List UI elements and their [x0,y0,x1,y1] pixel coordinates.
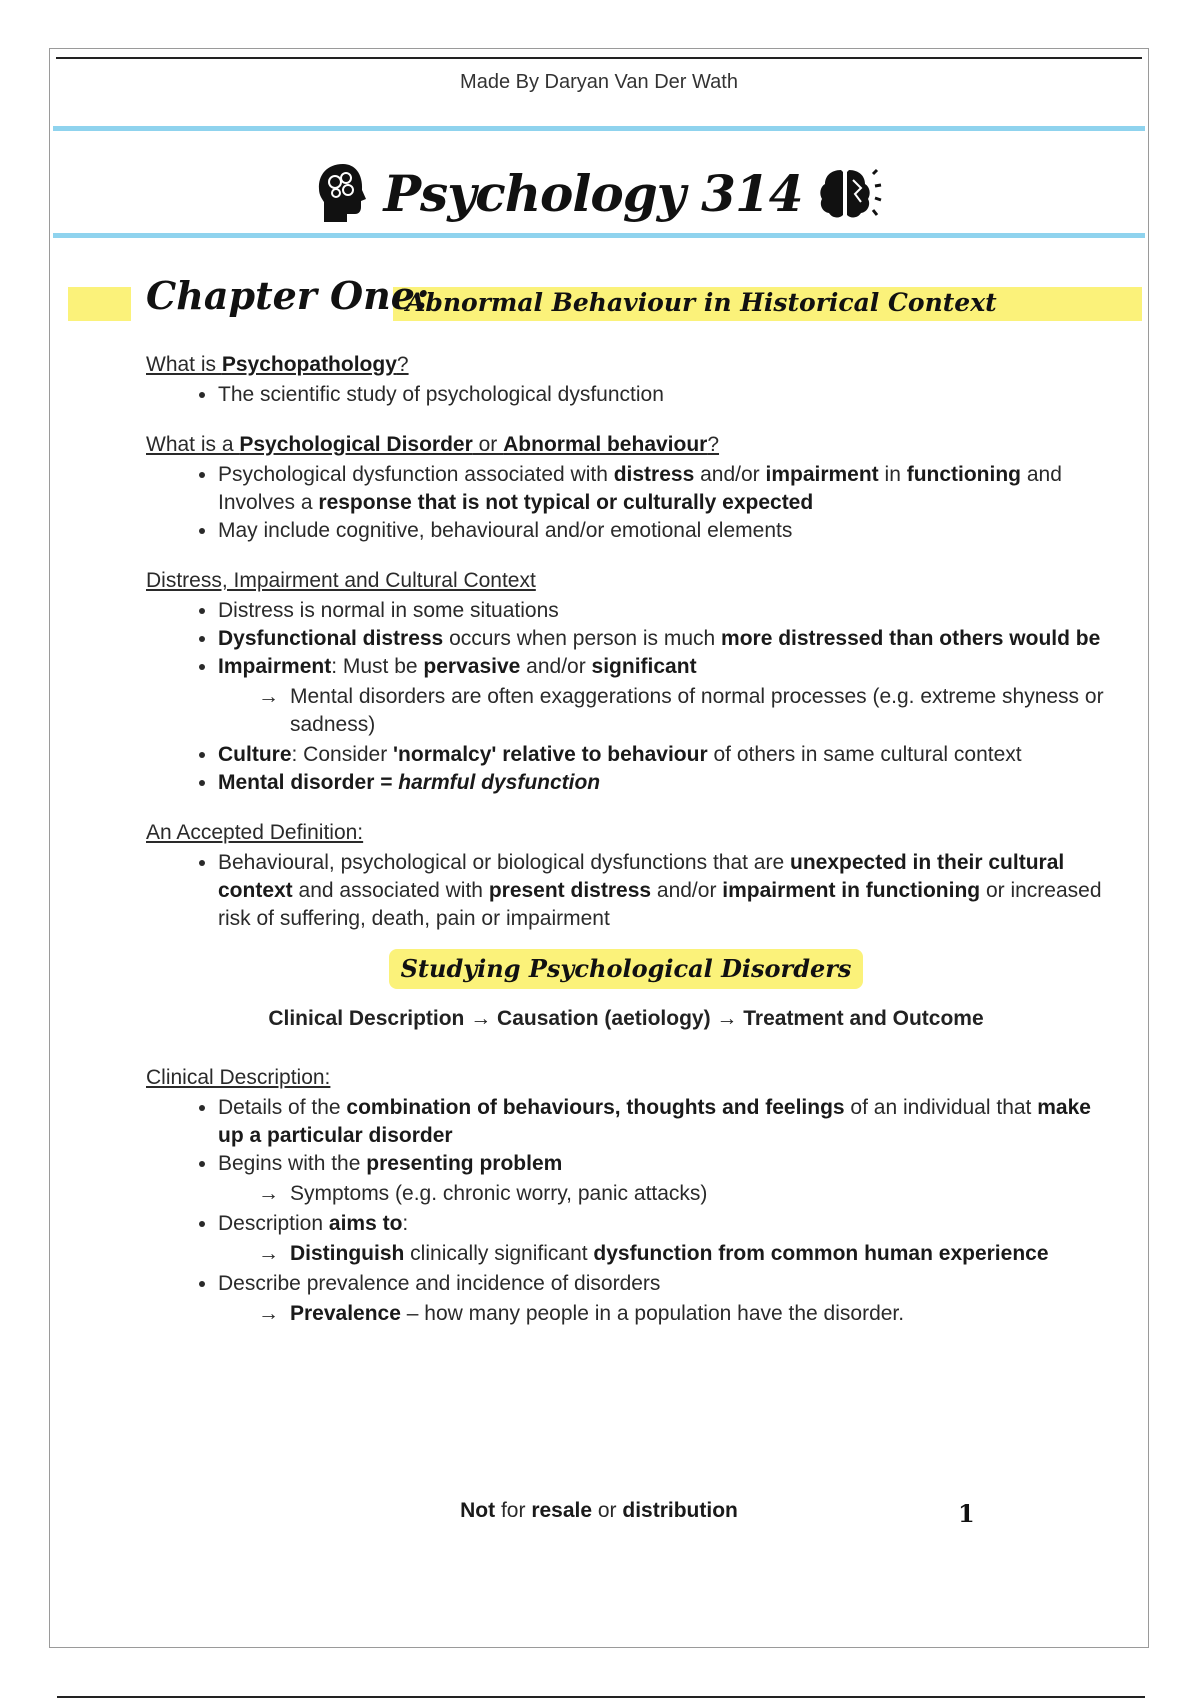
list-item: • May include cognitive, behavioural and/or emotional elements [218,517,1106,545]
next-page-rule [57,1696,1145,1698]
chapter-label: Chapter One: [146,273,429,318]
study-flow: Clinical Description → Causation (aetiology) → Treatment and Outcome [268,1007,984,1030]
sub-list [218,683,1106,739]
bullet-list [146,381,1106,409]
section-heading-distress: Distress, Impairment and Cultural Context [146,569,536,592]
list-item: • Culture: Consider 'normalcy' relative to behaviour of others in same cultural context [218,741,1106,769]
list-item: • Mental disorder = harmful dysfunction [218,769,1106,797]
list-item: • Impairment: Must be pervasive and/or significant → Mental disorders are often exaggerations of normal processes (e.g. extreme shyness or sadness) [218,653,1106,739]
list-item: • Describe prevalence and incidence of disorders → Prevalence – how many people in a population have the disorder. [218,1270,1106,1328]
sub-list [218,1240,1106,1268]
author-credit: Made By Daryan Van Der Wath [460,71,738,93]
bullet-list [146,1094,1106,1328]
section-heading-disorder: What is a Psychological Disorder or Abnormal behaviour? [146,433,720,456]
footer-notice: Not for resale or distribution [460,1499,738,1522]
bullet-list [146,849,1106,933]
brain-icon [817,164,883,222]
section-heading-psychopathology: What is Psychopathology? [146,353,409,376]
sub-list [218,1300,1106,1328]
arrow-icon: → [258,1302,279,1325]
bullet-list [146,461,1106,545]
title-band-bottom [53,233,1145,238]
title-band-top [53,126,1145,131]
top-rule [56,57,1142,59]
sub-list-item: → Prevalence – how many people in a population have the disorder. [258,1300,1106,1328]
chapter-subtitle: Abnormal Behaviour in Historical Context [406,288,997,317]
arrow-icon: → [258,685,279,708]
studying-heading-wrap [146,949,1106,989]
notes-content [146,351,1106,1330]
sub-list-item: → Symptoms (e.g. chronic worry, panic attacks) [258,1180,1106,1208]
title-row [50,153,1148,233]
list-item: • Details of the combination of behaviours, thoughts and feelings of an individual that make up a particular disorder [218,1094,1106,1150]
list-item: • Description aims to: → Distinguish clinically significant dysfunction from common human experience [218,1210,1106,1268]
list-item: • The scientific study of psychological dysfunction [218,381,1106,409]
studying-heading: Studying Psychological Disorders [389,949,864,989]
arrow-icon: → [258,1182,279,1205]
section-heading-clinical-description: Clinical Description: [146,1066,331,1089]
head-brain-icon [315,162,369,224]
page-number: 1 [958,1499,975,1528]
document-page [49,48,1149,1648]
list-item: • Behavioural, psychological or biological dysfunctions that are unexpected in their cultural context and associated with present distress and/or impairment in functioning or increased risk of suffering, death, pain or impairment [218,849,1106,933]
arrow-icon: → [258,1242,279,1265]
sub-list-item: → Mental disorders are often exaggerations of normal processes (e.g. extreme shyness or sadness) [258,685,1104,736]
sub-list [218,1180,1106,1208]
list-item: • Begins with the presenting problem → Symptoms (e.g. chronic worry, panic attacks) [218,1150,1106,1208]
chapter-highlight-left [68,287,131,321]
bullet-list [146,597,1106,797]
sub-list-item: → Distinguish clinically significant dysfunction from common human experience [258,1240,1106,1268]
document-title: Psychology 314 [383,163,803,223]
list-item: • Distress is normal in some situations [218,597,1106,625]
list-item: • Dysfunctional distress occurs when person is much more distressed than others would be [218,625,1106,653]
list-item: • Psychological dysfunction associated with distress and/or impairment in functioning and Involves a response that is not typical or culturally expected [218,461,1106,517]
section-heading-definition: An Accepted Definition: [146,821,364,844]
